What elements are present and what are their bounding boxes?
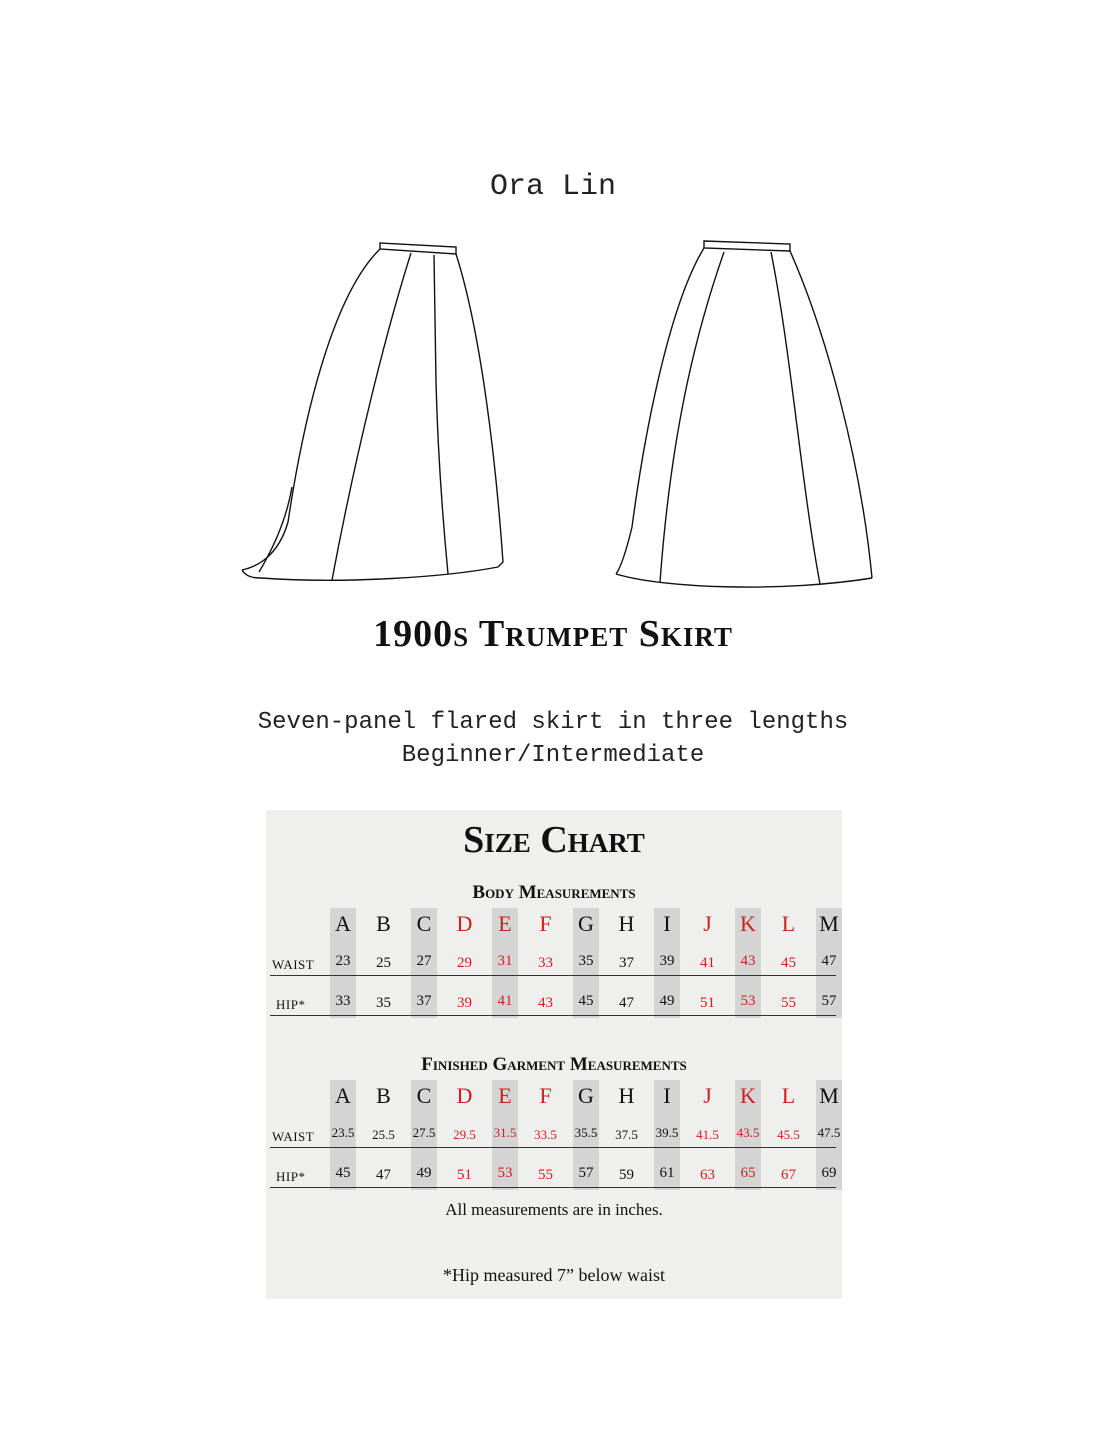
- body-measurements-table: [266, 908, 842, 1038]
- size-header-f: F: [539, 1083, 552, 1108]
- size-header-d: D: [456, 911, 473, 936]
- size-header-f: F: [539, 911, 552, 936]
- waist-value-j: 41: [700, 955, 715, 971]
- hip-value-e: 53: [497, 1165, 513, 1181]
- waist-value-a: 23.5: [331, 1125, 355, 1140]
- size-header-a: A: [335, 911, 351, 936]
- waist-value-a: 23: [335, 953, 351, 969]
- size-chart: [266, 810, 842, 1299]
- hip-note: *Hip measured 7” below waist: [443, 1265, 665, 1285]
- hip-value-l: 55: [781, 995, 796, 1011]
- hip-row-label: HIP*: [276, 997, 306, 1012]
- units-note: All measurements are in inches.: [445, 1200, 663, 1219]
- size-header-c: C: [416, 911, 432, 936]
- table-rule-waist: [270, 975, 836, 976]
- size-header-d: D: [456, 1083, 473, 1108]
- hip-value-j: 63: [700, 1167, 715, 1183]
- skirt-front-view: [242, 243, 503, 580]
- waist-value-l: 45: [781, 955, 796, 971]
- waist-value-j: 41.5: [696, 1127, 719, 1142]
- skill-level: Beginner/Intermediate: [401, 742, 705, 769]
- table-rule-waist: [270, 1147, 836, 1148]
- table-rule-hip: [270, 1187, 836, 1188]
- hip-value-e: 41: [497, 993, 513, 1009]
- pattern-description: [0, 706, 1106, 772]
- size-header-h: H: [618, 1083, 635, 1108]
- waist-value-k: 43: [740, 953, 756, 969]
- hip-value-g: 57: [578, 1165, 594, 1181]
- finished-measurements-table: [266, 1080, 842, 1210]
- size-header-c: C: [416, 1083, 432, 1108]
- waist-value-b: 25: [376, 955, 391, 971]
- finished-measurements-title: Finished Garment Measurements: [421, 1054, 687, 1075]
- waist-value-i: 39: [659, 953, 675, 969]
- size-header-k: K: [740, 1083, 756, 1108]
- hip-value-b: 47: [376, 1167, 391, 1183]
- size-header-h: H: [618, 911, 635, 936]
- waist-value-c: 27: [416, 953, 432, 969]
- hip-value-h: 47: [619, 995, 634, 1011]
- size-header-j: J: [703, 1083, 712, 1108]
- hip-value-b: 35: [376, 995, 391, 1011]
- size-header-g: G: [578, 1083, 594, 1108]
- size-header-m: M: [819, 1083, 839, 1108]
- waist-value-g: 35: [578, 953, 594, 969]
- hip-value-a: 33: [335, 993, 351, 1009]
- waist-value-c: 27.5: [412, 1125, 436, 1140]
- size-header-e: E: [498, 1083, 512, 1108]
- hip-value-c: 37: [416, 993, 432, 1009]
- hip-value-d: 51: [457, 1167, 472, 1183]
- waist-value-k: 43.5: [736, 1125, 760, 1140]
- hip-value-j: 51: [700, 995, 715, 1011]
- hip-value-m: 69: [821, 1165, 837, 1181]
- hip-value-l: 67: [781, 1167, 796, 1183]
- waist-row-label: WAIST: [272, 957, 315, 972]
- hip-value-a: 45: [335, 1165, 351, 1181]
- hip-value-h: 59: [619, 1167, 634, 1183]
- hip-value-f: 55: [538, 1167, 553, 1183]
- waist-value-d: 29: [457, 955, 472, 971]
- hip-value-i: 49: [659, 993, 675, 1009]
- pattern-title: 1900s Trumpet Skirt: [373, 613, 733, 655]
- hip-value-c: 49: [416, 1165, 432, 1181]
- waist-value-l: 45.5: [777, 1127, 800, 1142]
- hip-value-i: 61: [659, 1165, 675, 1181]
- hip-value-g: 45: [578, 993, 594, 1009]
- size-header-l: L: [781, 911, 796, 936]
- hip-row-label: HIP*: [276, 1169, 306, 1184]
- size-header-g: G: [578, 911, 594, 936]
- waist-row-label: WAIST: [272, 1129, 315, 1144]
- waist-value-i: 39.5: [655, 1125, 679, 1140]
- size-header-k: K: [740, 911, 756, 936]
- hip-value-m: 57: [821, 993, 837, 1009]
- table-rule-hip: [270, 1015, 836, 1016]
- waist-value-h: 37.5: [615, 1127, 638, 1142]
- waist-value-m: 47.5: [817, 1125, 841, 1140]
- size-chart-title: Size Chart: [463, 819, 645, 861]
- hip-value-d: 39: [457, 995, 472, 1011]
- size-header-i: I: [663, 1083, 671, 1108]
- waist-value-d: 29.5: [453, 1127, 476, 1142]
- waist-value-b: 25.5: [372, 1127, 395, 1142]
- skirt-technical-drawing: [226, 232, 886, 592]
- size-header-b: B: [376, 1083, 391, 1108]
- size-header-j: J: [703, 911, 712, 936]
- size-header-l: L: [781, 1083, 796, 1108]
- size-header-i: I: [663, 911, 671, 936]
- waist-value-m: 47: [821, 953, 837, 969]
- waist-value-e: 31.5: [493, 1125, 517, 1140]
- waist-value-e: 31: [497, 953, 513, 969]
- waist-value-h: 37: [619, 955, 634, 971]
- size-header-b: B: [376, 911, 391, 936]
- description-line: Seven-panel flared skirt in three lengths: [257, 709, 849, 736]
- hip-value-f: 43: [538, 995, 553, 1011]
- skirt-back-view: [616, 241, 872, 587]
- size-header-e: E: [498, 911, 512, 936]
- size-header-a: A: [335, 1083, 351, 1108]
- brand-name: Ora Lin: [489, 170, 617, 204]
- body-measurements-title: Body Measurements: [472, 882, 636, 903]
- waist-value-g: 35.5: [574, 1125, 598, 1140]
- size-header-m: M: [819, 911, 839, 936]
- hip-value-k: 53: [740, 993, 756, 1009]
- hip-value-k: 65: [740, 1165, 756, 1181]
- waist-value-f: 33: [538, 955, 553, 971]
- waist-value-f: 33.5: [534, 1127, 557, 1142]
